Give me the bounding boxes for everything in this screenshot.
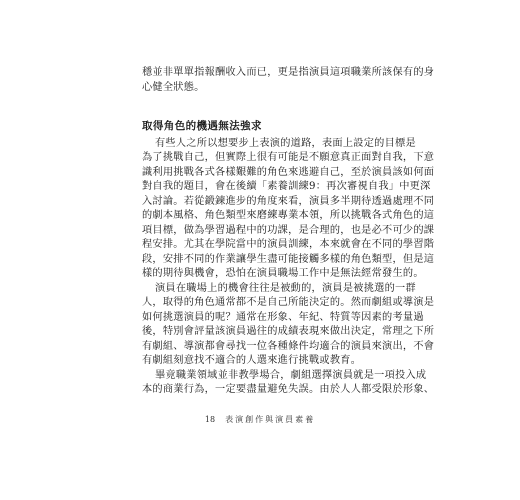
text-line: 段，安排不同的作業讓學生盡可能接觸多樣的角色類型，但是這 (142, 254, 435, 265)
section-heading: 取得角色的機遇無法強求 (142, 120, 262, 132)
text-line: 穩並非單單指報酬收入而已，更是指演員這項職業所該保有的身 (142, 67, 435, 78)
text-line: 樣的期待與機會，恐怕在演員職場工作中是無法經常發生的。 (142, 268, 424, 279)
text-line: 如何挑選演員的呢？通常在形象、年紀、特質等因素的考量過 (142, 312, 424, 323)
text-line: 對自我的題目，會在後續「素養訓練9：再次審視自我」中更深 (142, 181, 431, 192)
text-line: 的劇本風格、角色類型來磨練專業本領，所以挑戰各式角色的這 (142, 210, 435, 221)
text-line: 入討論。若從鍛鍊進步的角度來看，演員多半期待透過處理不同 (142, 196, 435, 207)
text-line: 項目標，做為學習過程中的功課，是合理的，也是必不可少的課 (142, 225, 435, 236)
text-line: 本的商業行為，一定要盡量避免失誤。由於人人都受限於形象、 (142, 384, 435, 395)
text-line: 識利用挑戰各式各樣艱難的角色來逃避自己，至於演員該如何面 (142, 167, 435, 178)
page-number: 18 (204, 415, 216, 424)
paragraph-first-line: 演員在職場上的機會往往是被動的，演員是被挑選的一群 (155, 283, 416, 294)
text-line: 有劇組、導演都會尋找一位各種條件均適合的演員來演出，不會 (142, 341, 435, 352)
text-line: 為了挑戰自己，但實際上很有可能是不願意真正面對自我，下意 (142, 152, 435, 163)
text-line: 有劇組刻意找不適合的人選來進行挑戰或教育。 (142, 355, 362, 366)
running-title: 表演創作與演員素養 (225, 415, 316, 424)
text-line: 程安排。尤其在學院當中的演員訓練，本來就會在不同的學習階 (142, 239, 435, 250)
page-footer (0, 414, 520, 425)
paragraph-first-line: 有些人之所以想要步上表演的道路，表面上設定的目標是 (155, 138, 416, 149)
text-line: 後，特別會評量該演員過往的成績表現來做出決定，常理之下所 (142, 326, 435, 337)
text-line: 人，取得的角色通常都不是自己所能決定的。然而劇組或導演是 (142, 297, 435, 308)
text-line: 心健全狀態。 (142, 82, 205, 93)
paragraph-first-line: 畢竟職業領域並非教學場合，劇組選擇演員就是一項投入成 (155, 370, 427, 381)
